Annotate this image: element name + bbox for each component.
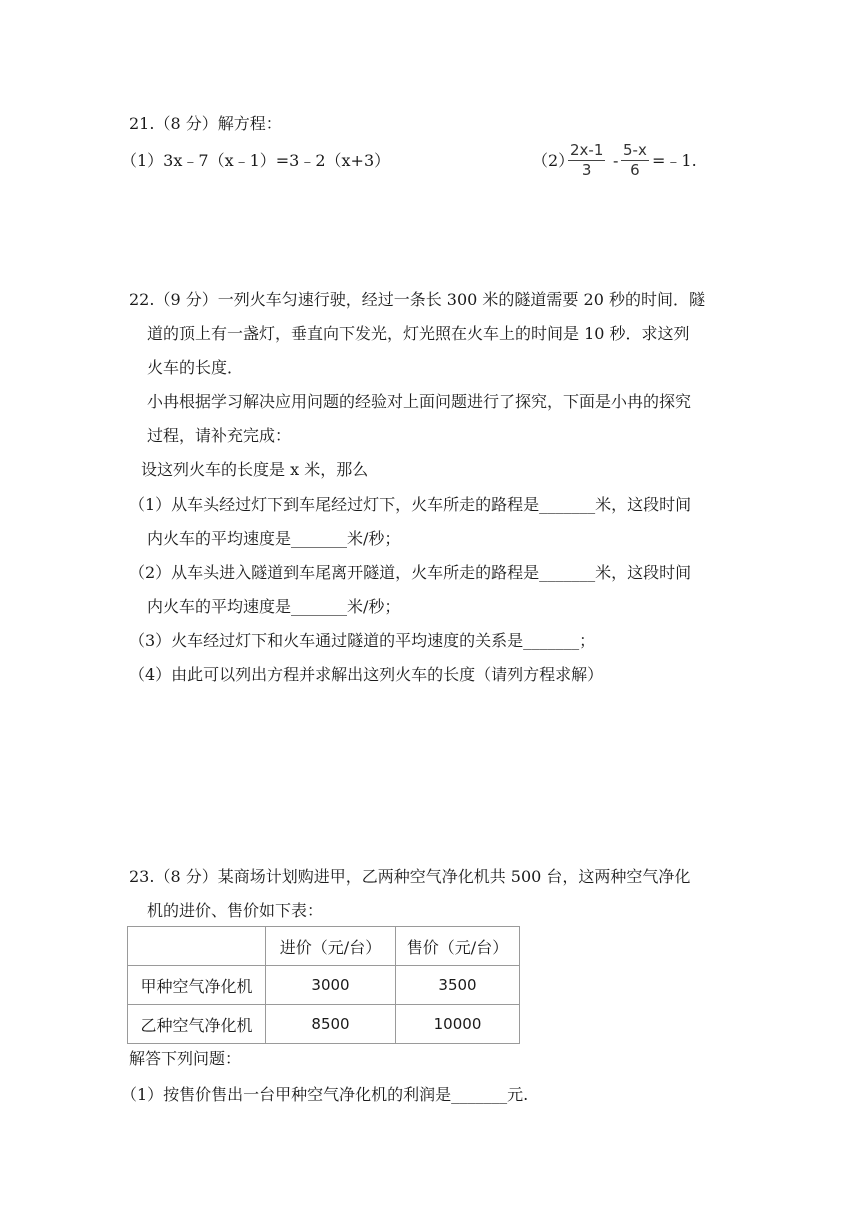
q21-part1: （1）3x﹣7（x﹣1）=3﹣2（x+3） (121, 151, 391, 170)
fraction-numerator: 2x-1 (570, 141, 604, 159)
q22-stem-line-1: 22.（9 分）一列火车匀速行驶，经过一条长 300 米的隧道需要 20 秒的时间．隧 (129, 290, 705, 309)
q21-minus-sign: - (613, 151, 619, 170)
fraction-denominator: 3 (581, 161, 592, 179)
q22-exploration-line-1: 小冉根据学习解决应用问题的经验对上面问题进行了探究，下面是小冉的探究 (147, 392, 692, 411)
table-row (128, 1005, 520, 1044)
q22-exploration-line-2: 过程，请补充完成： (147, 426, 292, 445)
table-cell: 10000 (396, 1005, 520, 1044)
table-row (128, 966, 520, 1005)
table-cell: 3000 (266, 966, 396, 1005)
q23-stem-line-1: 23.（8 分）某商场计划购进甲，乙两种空气净化机共 500 台，这两种空气净化 (129, 867, 691, 886)
q21-fraction-2 (621, 142, 649, 180)
q22-part2-line-2: 内火车的平均速度是_______米/秒； (147, 597, 401, 616)
table-cell: 3500 (396, 966, 520, 1005)
q22-setup: 设这列火车的长度是 x 米，那么 (141, 460, 369, 479)
q21-part2-prefix: （2） (532, 151, 575, 170)
q22-part1-line-1: （1）从车头经过灯下到车尾经过灯下，火车所走的路程是_______米，这段时间 (129, 495, 692, 514)
q21-title: 21.（8 分）解方程： (129, 114, 282, 133)
q22-part4: （4）由此可以列出方程并求解出这列火车的长度（请列方程求解） (129, 665, 604, 684)
price-table (127, 926, 520, 1044)
q21-fraction-1 (568, 142, 605, 180)
table-header-cell (128, 927, 266, 966)
q23-part1: （1）按售价售出一台甲种空气净化机的利润是_______元. (121, 1085, 529, 1104)
table-header-cell: 售价（元/台） (396, 927, 520, 966)
q23-instruction: 解答下列问题： (129, 1049, 242, 1068)
q22-part2-line-1: （2）从车头进入隧道到车尾离开隧道，火车所走的路程是_______米，这段时间 (129, 563, 692, 582)
q22-stem-line-3: 火车的长度． (147, 358, 244, 377)
table-cell: 乙种空气净化机 (128, 1005, 266, 1044)
q22-stem-line-2: 道的顶上有一盏灯，垂直向下发光，灯光照在火车上的时间是 10 秒．求这列 (147, 324, 690, 343)
fraction-numerator: 5-x (623, 141, 647, 159)
table-header-row (128, 927, 520, 966)
q21-part2-suffix: =﹣1. (652, 151, 697, 170)
table-header-cell: 进价（元/台） (266, 927, 396, 966)
table-cell: 甲种空气净化机 (128, 966, 266, 1005)
fraction-denominator: 6 (630, 161, 640, 179)
q22-part3: （3）火车经过灯下和火车通过隧道的平均速度的关系是_______； (129, 631, 596, 650)
q22-part1-line-2: 内火车的平均速度是_______米/秒； (147, 529, 401, 548)
table-cell: 8500 (266, 1005, 396, 1044)
q23-stem-line-2: 机的进价、售价如下表： (147, 901, 324, 920)
